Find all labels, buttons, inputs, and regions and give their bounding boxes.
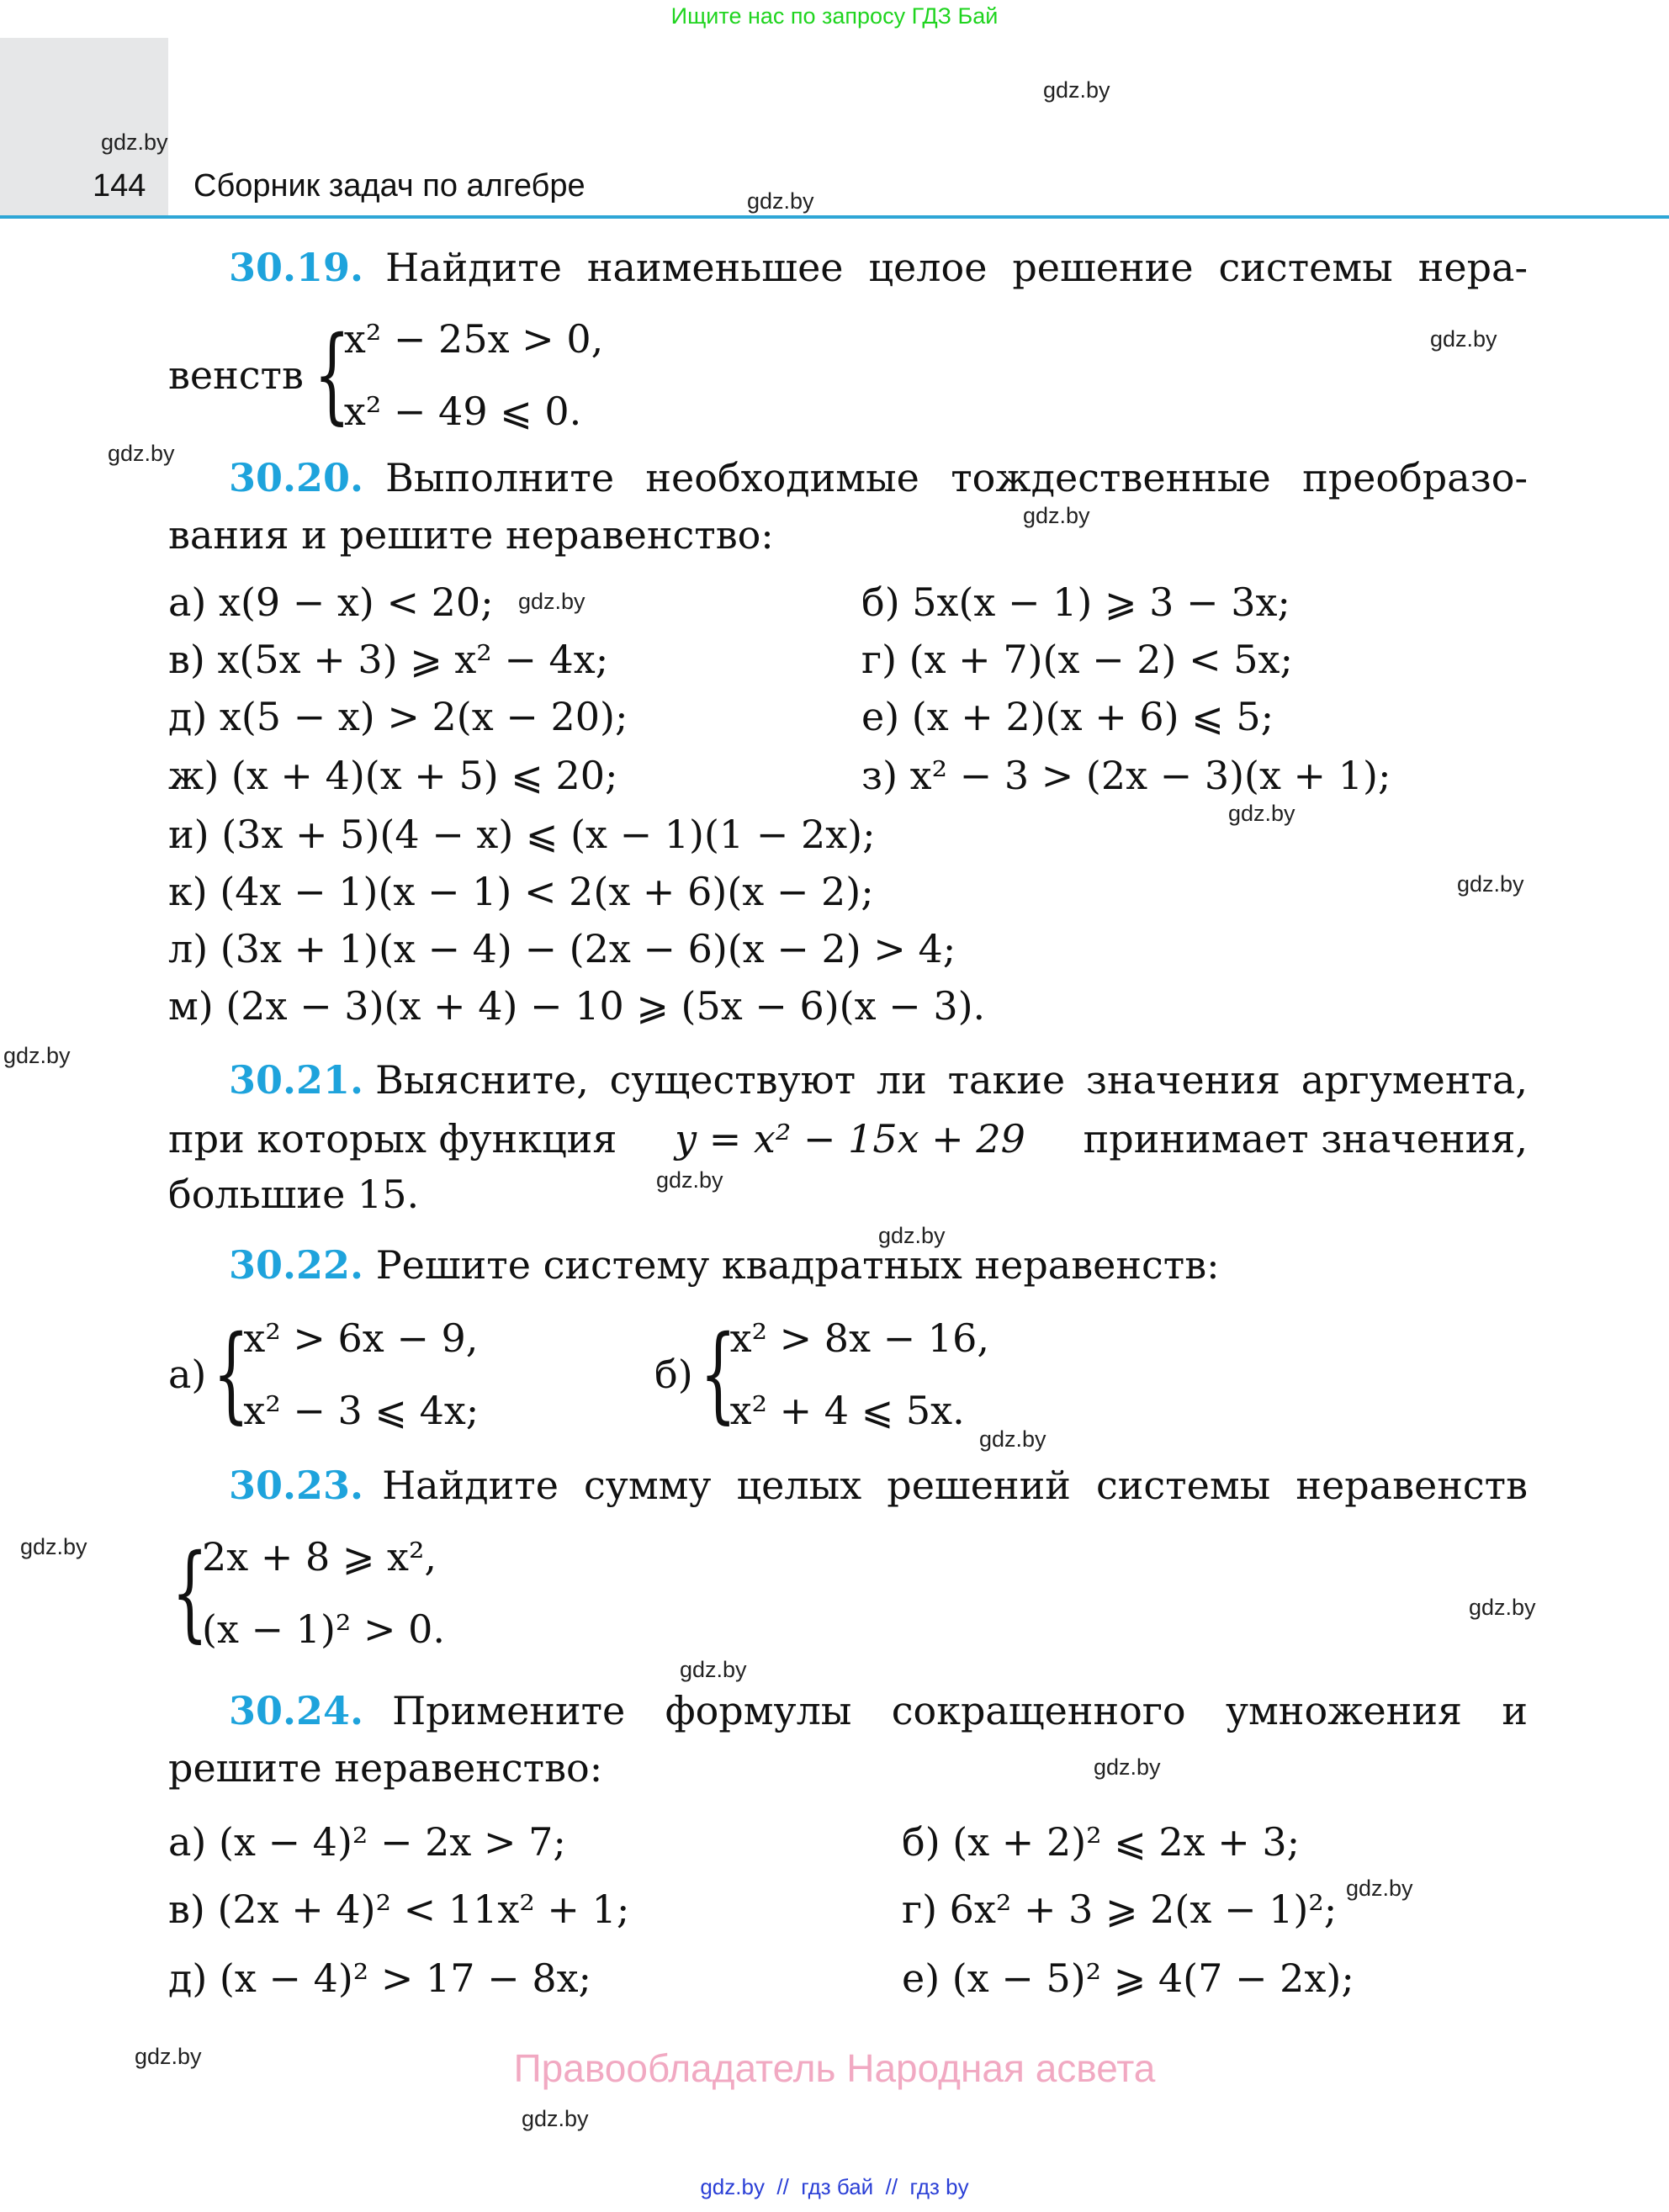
watermark: gdz.by: [747, 188, 814, 214]
item-g: [861, 634, 1293, 685]
system-row: x² − 3 ⩽ 4x;: [243, 1388, 480, 1433]
watermark: gdz.by: [101, 130, 168, 155]
watermark: gdz.by: [1430, 326, 1497, 352]
problem-number: 30.22.: [229, 1242, 364, 1288]
item-expr: x(9 − x) < 20;: [219, 579, 494, 625]
watermark: gdz.by: [1228, 801, 1295, 826]
problem-30-21-line1: [229, 1055, 1528, 1105]
watermark: gdz.by: [518, 589, 585, 614]
problem-number: 30.20.: [229, 455, 364, 500]
problem-text: при которых функция: [168, 1116, 617, 1162]
problem-30-20-line2: вания и решите неравенство:: [168, 512, 774, 558]
system-row: x² > 8x − 16,: [729, 1315, 989, 1361]
system-row: 2x + 8 ⩾ x²,: [202, 1534, 437, 1580]
item-expr: x² − 3 > (2x − 3)(x + 1);: [909, 753, 1391, 798]
item-e: [902, 1953, 1354, 2003]
item-expr: 5x(x − 1) ⩾ 3 − 3x;: [912, 579, 1290, 625]
problem-number: 30.24.: [229, 1688, 364, 1733]
item-label: в): [168, 1887, 205, 1932]
watermark: gdz.by: [3, 1043, 71, 1068]
problem-30-22-line1: [229, 1240, 1220, 1290]
item-zh: [168, 750, 618, 801]
watermark: gdz.by: [1094, 1754, 1161, 1780]
item-expr: (3x + 1)(x − 4) − (2x − 6)(x − 2) > 4;: [220, 926, 956, 971]
watermark: gdz.by: [979, 1426, 1046, 1452]
system-row: x² > 6x − 9,: [243, 1315, 479, 1361]
system-row: (x − 1)² > 0.: [202, 1606, 446, 1652]
problem-text: венств: [168, 352, 304, 398]
item-expr: (x − 4)² − 2x > 7;: [219, 1819, 566, 1865]
item-label: а): [168, 1819, 207, 1865]
item-expr: (3x + 5)(4 − x) ⩽ (x − 1)(1 − 2x);: [221, 812, 876, 857]
problem-text: Выполните необходимые тождественные преобразо-: [385, 455, 1528, 500]
item-label: г): [861, 637, 898, 682]
problem-30-19-system: [168, 303, 603, 447]
item-expr: (x + 2)(x + 6) ⩽ 5;: [911, 694, 1274, 739]
item-m: [168, 981, 985, 1031]
function-formula: y = x² − 15x + 29: [675, 1116, 1025, 1162]
problem-text: Найдите наименьшее целое решение системы нера-: [385, 245, 1528, 290]
item-expr: (x − 5)² ⩾ 4(7 − 2x);: [951, 1955, 1354, 2001]
watermark: gdz.by: [20, 1534, 87, 1559]
problem-30-24-line2: решите неравенство:: [168, 1745, 603, 1791]
search-banner: Ищите нас по запросу ГДЗ Бай: [670, 3, 999, 29]
watermark: gdz.by: [1043, 77, 1110, 103]
copyright-notice: Правообладатель Народная асвета: [513, 2046, 1156, 2090]
item-label: и): [168, 812, 209, 857]
item-label: а): [168, 579, 207, 625]
problem-number: 30.19.: [229, 245, 364, 290]
item-label: д): [168, 1955, 208, 2001]
item-label: а): [168, 1352, 207, 1397]
item-e: [861, 691, 1274, 742]
footer-links[interactable]: [0, 2174, 1669, 2200]
item-i: [168, 809, 876, 860]
watermark: gdz.by: [108, 441, 175, 466]
problem-text: Выясните, существуют ли такие значения аргумента,: [375, 1057, 1528, 1103]
system-brace-icon: {: [313, 315, 351, 436]
watermark: gdz.by: [522, 2106, 589, 2131]
system-row: x² − 49 ⩽ 0.: [343, 389, 582, 434]
item-label: б): [654, 1352, 693, 1397]
item-expr: (x − 4)² > 17 − 8x;: [219, 1955, 592, 2001]
system-brace-icon: {: [699, 1314, 737, 1435]
item-v: [168, 634, 608, 685]
item-l: [168, 923, 956, 974]
problem-30-20-line1: [229, 452, 1528, 503]
system-row: x² − 25x > 0,: [343, 316, 604, 362]
item-z: [861, 750, 1391, 801]
item-d: [168, 691, 628, 742]
watermark: gdz.by: [1469, 1595, 1536, 1620]
page-number: 144: [93, 168, 146, 204]
system-brace-icon: {: [172, 1532, 209, 1654]
problem-30-22-b: [654, 1302, 989, 1447]
watermark: gdz.by: [656, 1167, 723, 1193]
item-label: д): [168, 694, 208, 739]
watermark: gdz.by: [1023, 503, 1090, 528]
watermark: gdz.by: [680, 1657, 747, 1682]
running-head: Сборник задач по алгебре: [193, 168, 585, 204]
footer-link-text[interactable]: gdz.by // гдз бай // гдз by: [700, 2174, 969, 2199]
item-label: ж): [168, 753, 220, 798]
watermark: gdz.by: [1457, 871, 1524, 897]
item-label: в): [168, 637, 205, 682]
problem-30-22-a: [168, 1302, 479, 1447]
problem-30-21-line2: [168, 1114, 1528, 1164]
item-expr: (2x + 4)² < 11x² + 1;: [217, 1887, 630, 1932]
item-expr: (2x − 3)(x + 4) − 10 ⩾ (5x − 6)(x − 3).: [225, 983, 986, 1029]
problem-30-23-line1: [229, 1460, 1528, 1511]
item-label: б): [861, 579, 900, 625]
item-a: [168, 1817, 566, 1867]
item-expr: x(5 − x) > 2(x − 20);: [219, 694, 628, 739]
watermark: gdz.by: [135, 2044, 202, 2069]
item-g: [902, 1884, 1337, 1934]
problem-text: Найдите сумму целых решений системы неравенств: [382, 1463, 1528, 1508]
item-expr: 6x² + 3 ⩾ 2(x − 1)²;: [949, 1887, 1338, 1932]
problem-text: Примените формулы сокращенного умножения и: [392, 1688, 1528, 1733]
watermark: gdz.by: [1346, 1876, 1413, 1901]
problem-30-19-line1: [229, 242, 1528, 293]
problem-number: 30.23.: [229, 1463, 364, 1508]
watermark: gdz.by: [878, 1223, 946, 1248]
problem-30-23-system: [172, 1521, 445, 1665]
system-brace-icon: {: [213, 1314, 250, 1435]
item-b: [902, 1817, 1300, 1867]
item-v: [168, 1884, 629, 1934]
item-label: г): [902, 1887, 938, 1932]
header-divider: [0, 215, 1669, 219]
item-label: к): [168, 869, 208, 914]
problem-number: 30.21.: [229, 1057, 364, 1103]
item-label: з): [861, 753, 898, 798]
item-label: е): [902, 1955, 940, 2001]
item-a: [168, 577, 494, 627]
problem-text: Решите систему квадратных неравенств:: [375, 1242, 1220, 1288]
item-b: [861, 577, 1290, 627]
item-label: л): [168, 926, 209, 971]
item-expr: x(5x + 3) ⩾ x² − 4x;: [217, 637, 609, 682]
item-k: [168, 866, 874, 917]
item-label: б): [902, 1819, 940, 1865]
item-expr: (x + 4)(x + 5) ⩽ 20;: [230, 753, 618, 798]
item-label: е): [861, 694, 900, 739]
problem-text: принимает значения,: [1083, 1116, 1528, 1162]
item-expr: (x + 7)(x − 2) < 5x;: [909, 637, 1293, 682]
item-d: [168, 1953, 591, 2003]
item-expr: (4x − 1)(x − 1) < 2(x + 6)(x − 2);: [220, 869, 874, 914]
system-row: x² + 4 ⩽ 5x.: [729, 1388, 965, 1433]
item-expr: (x + 2)² ⩽ 2x + 3;: [952, 1819, 1301, 1865]
problem-30-24-line1: [229, 1685, 1528, 1736]
problem-30-21-line3: большие 15.: [168, 1172, 420, 1217]
item-label: м): [168, 983, 214, 1029]
